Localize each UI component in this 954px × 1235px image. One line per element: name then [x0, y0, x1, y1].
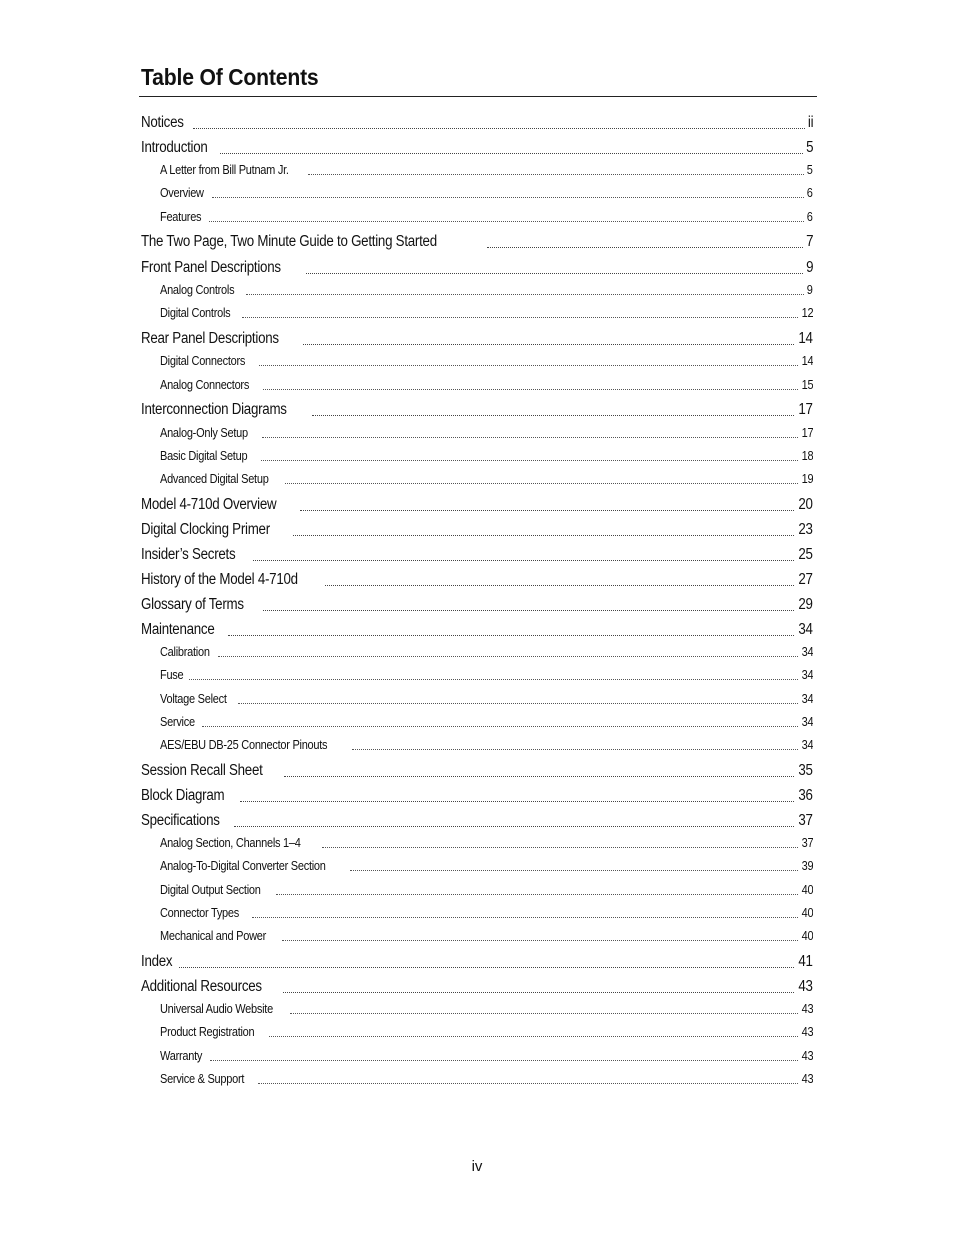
dot-leader: [350, 869, 797, 871]
dot-leader: [293, 534, 794, 536]
toc-entry-label: Block Diagram: [141, 787, 225, 804]
dot-leader: [261, 459, 797, 461]
dot-leader: [487, 246, 803, 248]
toc-entry-page: 43: [801, 1025, 813, 1039]
toc-subentry[interactable]: [160, 667, 813, 684]
toc-entry-page: 40: [801, 906, 813, 920]
dot-leader: [262, 436, 798, 438]
toc-entry-label: Analog Connectors: [160, 378, 250, 392]
toc-entry-page: 35: [798, 762, 813, 779]
toc-entry-page: 34: [801, 645, 813, 659]
toc-entry[interactable]: [141, 952, 813, 972]
toc-entry-label: Product Registration: [160, 1025, 255, 1039]
toc-entry-page: 43: [801, 1002, 813, 1016]
dot-leader: [306, 272, 803, 274]
toc-entry-page: 6: [807, 186, 813, 200]
toc-subentry[interactable]: [160, 1048, 813, 1065]
toc-entry-label: Digital Controls: [160, 306, 231, 320]
toc-entry-label: Service: [160, 715, 195, 729]
toc-entry-label: Overview: [160, 186, 204, 200]
toc-entry[interactable]: [141, 595, 813, 615]
toc-entry[interactable]: [141, 113, 813, 133]
dot-leader: [276, 893, 797, 895]
dot-leader: [263, 609, 795, 611]
toc-entry-label: The Two Page, Two Minute Guide to Getting Started: [141, 233, 437, 250]
toc-entry-label: Front Panel Descriptions: [141, 259, 281, 276]
toc-entry-page: 43: [801, 1072, 813, 1086]
toc-entry[interactable]: [141, 811, 813, 831]
toc-subentry[interactable]: [160, 714, 813, 731]
toc-entry-page: 43: [801, 1049, 813, 1063]
toc-subentry[interactable]: [160, 1001, 813, 1018]
toc-entry-page: 9: [805, 259, 813, 276]
toc-entry-label: Analog Section, Channels 1–4: [160, 836, 301, 850]
toc-entry-page: 19: [801, 472, 813, 486]
dot-leader: [253, 559, 795, 561]
dot-leader: [242, 316, 798, 318]
toc-subentry[interactable]: [160, 858, 813, 875]
dot-leader: [212, 196, 805, 198]
dot-leader: [285, 482, 797, 484]
toc-entry-label: Index: [141, 953, 173, 970]
dot-leader: [240, 800, 794, 802]
dot-leader: [303, 343, 794, 345]
dot-leader: [202, 725, 798, 727]
toc-entry-label: Universal Audio Website: [160, 1002, 273, 1016]
dot-leader: [228, 634, 794, 636]
toc-entry-page: 6: [807, 210, 813, 224]
toc-subentry[interactable]: [160, 448, 813, 465]
dot-leader: [284, 775, 794, 777]
toc-subentry[interactable]: [160, 425, 813, 442]
toc-entry-label: Warranty: [160, 1049, 203, 1063]
dot-leader: [252, 916, 798, 918]
dot-leader: [258, 1082, 798, 1084]
toc-entry-page: 9: [807, 283, 813, 297]
toc-entry-page: 5: [807, 163, 813, 177]
toc-entry-page: ii: [807, 114, 813, 131]
toc-entry-label: Fuse: [160, 668, 184, 682]
toc-entry-page: 39: [801, 859, 813, 873]
toc-entry-page: 41: [798, 953, 813, 970]
toc-subentry[interactable]: [160, 737, 813, 754]
toc-entry-page: 15: [801, 378, 813, 392]
toc-entry-label: Model 4-710d Overview: [141, 496, 277, 513]
dot-leader: [300, 509, 794, 511]
dot-leader: [352, 748, 798, 750]
toc-subentry[interactable]: [160, 305, 813, 322]
toc-entry-label: Connector Types: [160, 906, 240, 920]
toc-entry-page: 25: [798, 546, 813, 563]
toc-entry-page: 37: [798, 812, 813, 829]
toc-entry-label: Additional Resources: [141, 978, 262, 995]
toc-entry-label: Mechanical and Power: [160, 929, 267, 943]
toc-entry-label: Digital Clocking Primer: [141, 521, 270, 538]
toc-subentry[interactable]: [160, 185, 813, 202]
toc-entry-page: 34: [801, 715, 813, 729]
dot-leader: [210, 1059, 798, 1061]
toc-subentry[interactable]: [160, 377, 813, 394]
toc-entry-label: Glossary of Terms: [141, 596, 244, 613]
toc-subentry[interactable]: [160, 353, 813, 370]
toc-subentry[interactable]: [160, 644, 813, 661]
toc-entry-page: 34: [801, 692, 813, 706]
toc-entry-label: Service & Support: [160, 1072, 245, 1086]
toc-subentry[interactable]: [160, 162, 813, 179]
toc-entry[interactable]: [141, 570, 813, 590]
dot-leader: [325, 584, 794, 586]
dot-leader: [234, 825, 794, 827]
toc-subentry[interactable]: [160, 1071, 813, 1088]
toc-entry-page: 34: [798, 621, 813, 638]
toc-subentry[interactable]: [160, 282, 813, 299]
toc-entry-label: Calibration: [160, 645, 210, 659]
toc-subentry[interactable]: [160, 928, 813, 945]
toc-entry-label: Digital Output Section: [160, 883, 261, 897]
toc-entry-page: 36: [798, 787, 813, 804]
dot-leader: [238, 702, 798, 704]
page-title: Table Of Contents: [141, 64, 319, 90]
toc-entry-label: Maintenance: [141, 621, 215, 638]
toc-entry[interactable]: [141, 620, 813, 640]
toc-subentry[interactable]: [160, 882, 813, 899]
dot-leader: [179, 966, 794, 968]
toc-entry-page: 40: [801, 929, 813, 943]
toc-entry-label: Session Recall Sheet: [141, 762, 263, 779]
dot-leader: [246, 293, 804, 295]
dot-leader: [193, 127, 805, 129]
dot-leader: [308, 173, 804, 175]
toc-entry-label: AES/EBU DB-25 Connector Pinouts: [160, 738, 328, 752]
toc-entry-page: 14: [801, 354, 813, 368]
toc-entry[interactable]: [141, 400, 813, 420]
toc-entry-page: 17: [798, 401, 813, 418]
toc-entry-page: 34: [801, 738, 813, 752]
toc-entry[interactable]: [141, 761, 813, 781]
dot-leader: [322, 846, 798, 848]
toc-entry-label: Insider’s Secrets: [141, 546, 236, 563]
toc-entry-label: Analog Controls: [160, 283, 235, 297]
toc-entry[interactable]: [141, 545, 813, 565]
toc-entry-page: 37: [801, 836, 813, 850]
dot-leader: [269, 1035, 797, 1037]
toc-subentry[interactable]: [160, 471, 813, 488]
dot-leader: [220, 152, 802, 154]
toc-entry-label: Introduction: [141, 139, 208, 156]
dot-leader: [290, 1012, 797, 1014]
toc-subentry[interactable]: [160, 835, 813, 852]
toc-entry-page: 34: [801, 668, 813, 682]
toc-entry-label: Interconnection Diagrams: [141, 401, 287, 418]
dot-leader: [263, 388, 797, 390]
toc-entry-page: 18: [801, 449, 813, 463]
dot-leader: [283, 991, 794, 993]
toc-entry-label: Advanced Digital Setup: [160, 472, 269, 486]
toc-entry-label: Voltage Select: [160, 692, 227, 706]
toc-entry[interactable]: [141, 786, 813, 806]
toc-entry-label: Digital Connectors: [160, 354, 246, 368]
toc-entry-page: 43: [798, 978, 813, 995]
toc-entry[interactable]: [141, 495, 813, 515]
toc-entry[interactable]: [141, 232, 813, 252]
toc-entry-label: A Letter from Bill Putnam Jr.: [160, 163, 289, 177]
toc-entry-label: History of the Model 4-710d: [141, 571, 298, 588]
toc-entry-label: Specifications: [141, 812, 220, 829]
toc-subentry[interactable]: [160, 209, 813, 226]
toc-entry[interactable]: [141, 138, 813, 158]
toc-entry-page: 23: [798, 521, 813, 538]
toc-entry-page: 27: [798, 571, 813, 588]
page-number: iv: [471, 1158, 483, 1175]
toc-entry-label: Basic Digital Setup: [160, 449, 248, 463]
toc-entry[interactable]: [141, 258, 813, 278]
dot-leader: [209, 220, 804, 222]
toc-entry-label: Analog-Only Setup: [160, 426, 248, 440]
toc-entry-page: 17: [801, 426, 813, 440]
toc-subentry[interactable]: [160, 905, 813, 922]
toc-entry-page: 29: [798, 596, 813, 613]
toc-entry-page: 14: [798, 330, 813, 347]
toc-entry-page: 5: [805, 139, 813, 156]
toc-entry-page: 12: [801, 306, 813, 320]
dot-leader: [282, 939, 797, 941]
toc-entry-label: Notices: [141, 114, 184, 131]
toc-subentry[interactable]: [160, 691, 813, 708]
toc-entry-label: Analog-To-Digital Converter Section: [160, 859, 326, 873]
dot-leader: [312, 414, 794, 416]
toc-entry[interactable]: [141, 520, 813, 540]
dot-leader: [259, 364, 798, 366]
dot-leader: [189, 678, 798, 680]
toc-subentry[interactable]: [160, 1024, 813, 1041]
toc-entry[interactable]: [141, 329, 813, 349]
toc-entry-page: 40: [801, 883, 813, 897]
toc-entry-label: Features: [160, 210, 202, 224]
toc-entry-page: 7: [805, 233, 813, 250]
dot-leader: [218, 655, 797, 657]
toc-entry-label: Rear Panel Descriptions: [141, 330, 279, 347]
toc-entry-page: 20: [798, 496, 813, 513]
toc-entry[interactable]: [141, 977, 813, 997]
